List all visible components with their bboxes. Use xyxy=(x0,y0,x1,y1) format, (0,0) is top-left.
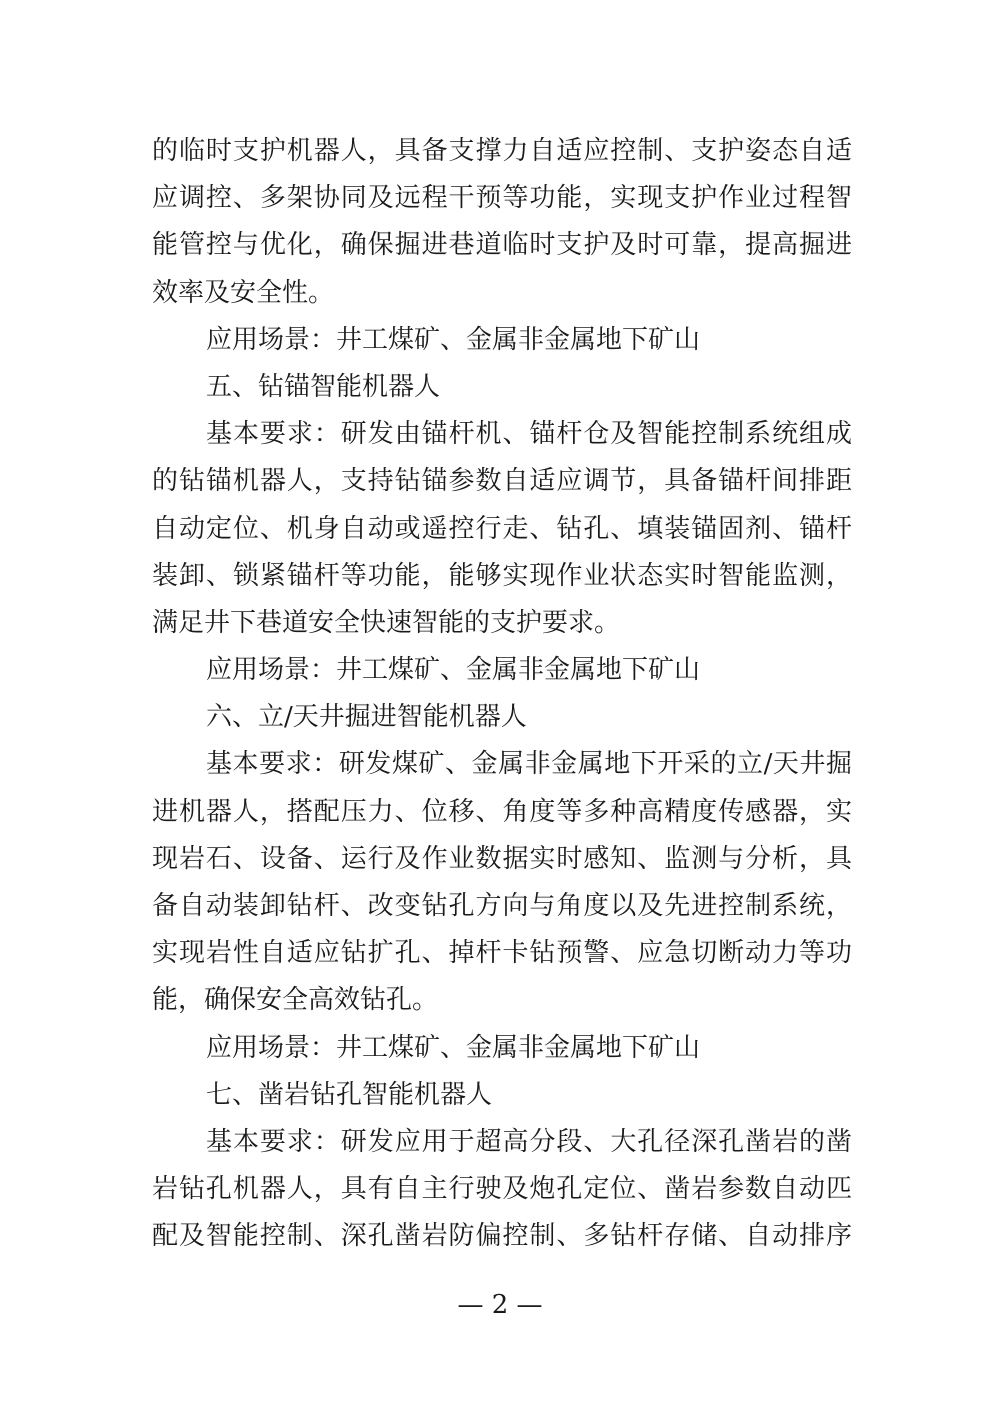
text-line: 装卸、锁紧锚杆等功能，能够实现作业状态实时智能监测， xyxy=(152,560,852,591)
application-scene-line: 应用场景：井工煤矿、金属非金属地下矿山 xyxy=(206,324,701,355)
text-line: 的钻锚机器人，支持钻锚参数自适应调节，具备锚杆间排距 xyxy=(152,466,852,497)
section-heading-5: 五、钻锚智能机器人 xyxy=(206,371,441,402)
text-line: 岩钻孔机器人，具有自主行驶及炮孔定位、凿岩参数自动匹 xyxy=(152,1174,852,1205)
section-heading-6: 六、立/天井掘进智能机器人 xyxy=(206,702,527,733)
text-line: 进机器人，搭配压力、位移、角度等多种高精度传感器，实 xyxy=(152,796,852,827)
text-line: 的临时支护机器人，具备支撑力自适应控制、支护姿态自适 xyxy=(152,136,852,166)
application-scene-line: 应用场景：井工煤矿、金属非金属地下矿山 xyxy=(206,655,701,686)
application-scene-line: 应用场景：井工煤矿、金属非金属地下矿山 xyxy=(206,1032,701,1063)
text-line: 配及智能控制、深孔凿岩防偏控制、多钻杆存储、自动排序 xyxy=(152,1221,852,1252)
text-line: 自动定位、机身自动或遥控行走、钻孔、填装锚固剂、锚杆 xyxy=(152,513,852,544)
text-line: 现岩石、设备、运行及作业数据实时感知、监测与分析，具 xyxy=(152,843,852,874)
text-line: 能，确保安全高效钻孔。 xyxy=(152,985,439,1016)
text-line: 应调控、多架协同及远程干预等功能，实现支护作业过程智 xyxy=(152,183,852,214)
text-line: 备自动装卸钻杆、改变钻孔方向与角度以及先进控制系统， xyxy=(152,891,852,921)
text-line: 实现岩性自适应钻扩孔、掉杆卡钻预警、应急切断动力等功 xyxy=(152,938,852,969)
text-line: 基本要求：研发应用于超高分段、大孔径深孔凿岩的凿 xyxy=(206,1126,852,1157)
body-text xyxy=(152,128,852,1261)
text-line: 能管控与优化，确保掘进巷道临时支护及时可靠，提高掘进 xyxy=(152,230,852,261)
text-line: 效率及安全性。 xyxy=(152,277,335,308)
text-line: 基本要求：研发由锚杆机、锚杆仓及智能控制系统组成 xyxy=(206,419,852,450)
page-number: — 2 — xyxy=(457,1290,543,1320)
text-line: 基本要求：研发煤矿、金属非金属地下开采的立/天井掘 xyxy=(206,749,852,780)
text-line: 满足井下巷道安全快速智能的支护要求。 xyxy=(152,607,621,638)
section-heading-7: 七、凿岩钻孔智能机器人 xyxy=(206,1079,493,1110)
